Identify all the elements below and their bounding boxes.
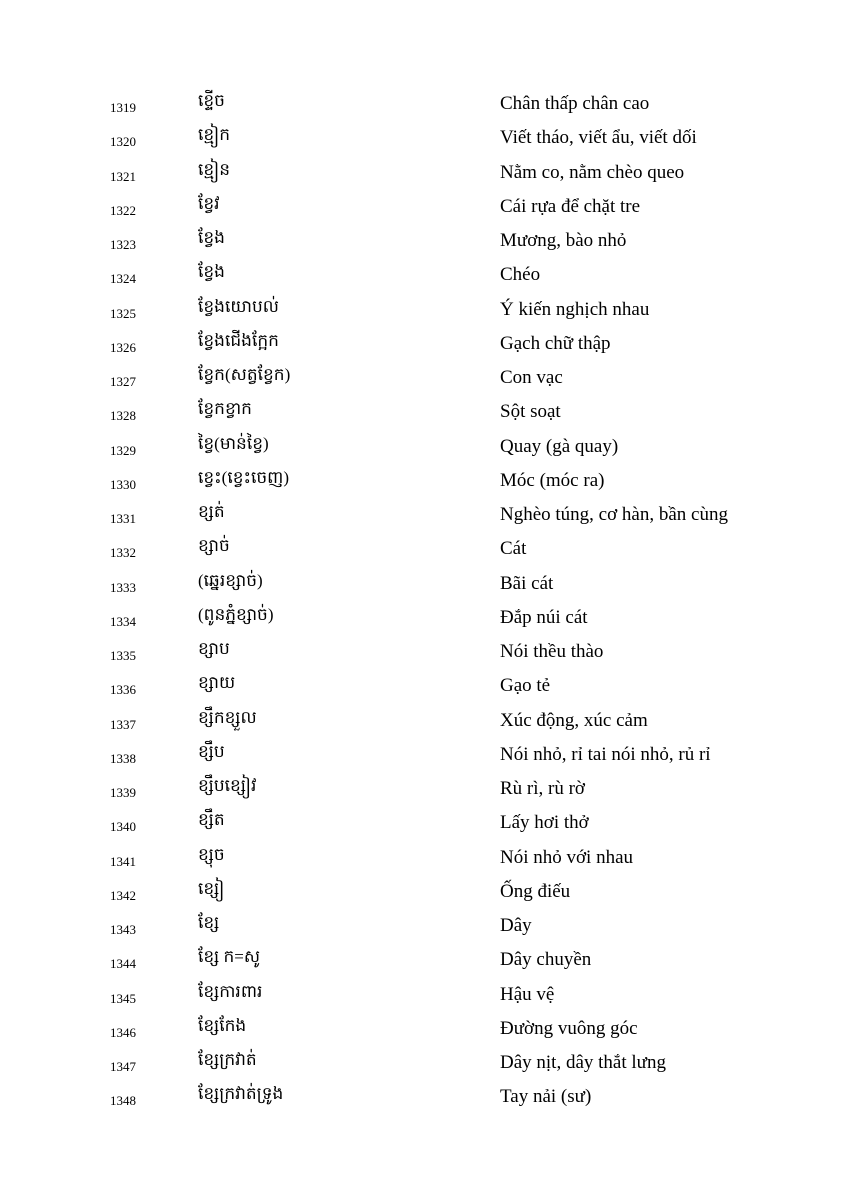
entry-number: 1328 [110,408,136,424]
dictionary-entry [0,497,848,531]
entry-khmer-term: (ឆ្នេរខ្សាច់) [198,570,263,590]
entry-number: 1331 [110,511,136,526]
entry-khmer-term: (ពូនភ្នំខ្សាច់) [198,604,274,624]
entry-number: 1337 [110,716,136,732]
entry-number: 1345 [110,990,136,1006]
dictionary-entry [0,771,848,805]
dictionary-entry [0,463,848,497]
entry-vietnamese-meaning: Con vạc [500,367,563,388]
entry-vietnamese-meaning: Chân thấp chân cao [500,93,650,114]
entry-khmer-term: ខ្មៀន [198,159,231,179]
entry-number: 1321 [110,168,136,184]
entry-khmer-term: ខ្សឹបខ្សៀវ [198,776,257,795]
dictionary-entry [0,257,848,291]
dictionary-entry [0,840,848,874]
entry-khmer-term: ខ្សែក្រវាត់ទ្រូង [198,1084,284,1104]
dictionary-entry [0,668,848,702]
entry-number: 1347 [110,1059,136,1074]
entry-khmer-term: ខ្វែវ [198,193,220,213]
entry-number: 1327 [110,374,136,389]
entry-number: 1332 [110,545,136,561]
dictionary-entry [0,737,848,771]
entry-number: 1340 [110,819,136,835]
entry-number: 1319 [110,100,136,115]
entry-number: 1329 [110,442,136,458]
entry-khmer-term: ខ្សាយ [198,673,236,693]
entry-vietnamese-meaning: Cái rựa để chặt tre [500,195,641,217]
dictionary-entry [0,942,848,976]
entry-number: 1323 [110,237,136,252]
entry-khmer-term: ខ្សែកែង [198,1015,247,1035]
entry-khmer-term: ខ្វែងជើងក្អែក [198,330,279,350]
entry-vietnamese-meaning: Rù rì, rù rờ [500,778,585,799]
dictionary-entry [0,908,848,942]
entry-vietnamese-meaning: Sột soạt [500,401,561,423]
entry-vietnamese-meaning: Dây nịt, dây thắt lưng [500,1052,666,1073]
entry-khmer-term: ខ្វែក(សត្វខ្វែក) [198,365,291,384]
entry-khmer-term: ខ្វែងយោបល់ [198,296,279,316]
dictionary-entry [0,429,848,463]
entry-vietnamese-meaning: Ý kiến nghịch nhau [500,298,650,320]
entry-vietnamese-meaning: Hậu vệ [500,983,555,1005]
entry-vietnamese-meaning: Quay (gà quay) [500,435,619,457]
entry-khmer-term: ខ្សុច [198,844,225,864]
entry-number: 1336 [110,682,136,698]
entry-number: 1344 [110,956,136,972]
entry-number: 1320 [110,134,136,150]
dictionary-entry [0,1045,848,1079]
entry-vietnamese-meaning: Gạch chữ thập [500,332,611,354]
entry-number: 1334 [110,613,136,629]
entry-khmer-term: ខ្ទើច [198,91,225,110]
entry-number: 1341 [110,853,136,869]
entry-vietnamese-meaning: Bãi cát [500,572,554,594]
entry-vietnamese-meaning: Mương, bào nhỏ [500,230,627,251]
entry-khmer-term: ខ្សឹប [198,741,225,761]
dictionary-entry [0,805,848,839]
entry-vietnamese-meaning: Dây [500,915,532,936]
dictionary-entry [0,326,848,360]
entry-khmer-term: ខ្សត់ [198,502,225,521]
entry-number: 1325 [110,305,136,321]
dictionary-entry [0,531,848,565]
entry-khmer-term: ខ្វែកខ្វាក [198,399,252,419]
entry-khmer-term: ខ្សៀ [198,878,225,898]
entry-number: 1339 [110,785,136,800]
dictionary-entry [0,360,848,394]
dictionary-entry [0,634,848,668]
dictionary-entry [0,120,848,154]
entry-list [0,86,848,1114]
entry-number: 1322 [110,202,136,218]
entry-vietnamese-meaning: Nói nhỏ, rỉ tai nói nhỏ, rủ rỉ [500,743,711,765]
entry-khmer-term: ខ្វៃ(មាន់ខ្វៃ) [198,433,269,453]
entry-vietnamese-meaning: Chéo [500,264,541,286]
entry-vietnamese-meaning: Lấy hơi thở [500,812,589,834]
dictionary-entry [0,394,848,428]
entry-khmer-term: ខ្វែង [198,262,225,282]
entry-vietnamese-meaning: Nói thều thào [500,641,604,662]
entry-vietnamese-meaning: Cát [500,538,527,560]
entry-vietnamese-meaning: Xúc động, xúc cảm [500,709,648,731]
entry-number: 1346 [110,1024,136,1040]
entry-vietnamese-meaning: Đường vuông góc [500,1017,638,1039]
entry-vietnamese-meaning: Nói nhỏ với nhau [500,846,634,868]
entry-khmer-term: ខ្វែង [198,228,225,247]
dictionary-entry [0,1011,848,1045]
entry-number: 1338 [110,750,136,766]
entry-khmer-term: ខ្សាច់ [198,536,230,556]
entry-number: 1326 [110,339,136,355]
entry-vietnamese-meaning: Tay nải (sư) [500,1086,592,1108]
entry-khmer-term: ខ្មៀក [198,125,231,145]
entry-khmer-term: ខ្សែការពារ [198,981,263,1001]
entry-vietnamese-meaning: Gạo tẻ [500,675,551,697]
dictionary-entry [0,223,848,257]
entry-khmer-term: ខ្សឹត [198,810,225,830]
entry-khmer-term: ខ្សែ [198,913,220,932]
dictionary-entry [0,600,848,634]
entry-vietnamese-meaning: Viết tháo, viết ẩu, viết dối [500,127,697,149]
entry-khmer-term: ខ្សែក្រវាត់ [198,1050,257,1069]
entry-khmer-term: ខ្សឹកខ្សួល [198,707,257,727]
dictionary-entry [0,703,848,737]
dictionary-entry [0,977,848,1011]
dictionary-entry [0,86,848,120]
entry-vietnamese-meaning: Móc (móc ra) [500,469,605,491]
dictionary-entry [0,566,848,600]
entry-number: 1330 [110,476,136,492]
dictionary-entry [0,1079,848,1113]
dictionary-entry [0,155,848,189]
dictionary-entry [0,874,848,908]
entry-khmer-term: ខ្សាប [198,639,230,658]
dictionary-entry [0,189,848,223]
entry-khmer-term: ខ្វេះ(ខ្វេះចេញ) [198,467,290,487]
entry-vietnamese-meaning: Dây chuyền [500,949,592,971]
entry-vietnamese-meaning: Đắp núi cát [500,606,588,628]
entry-number: 1324 [110,271,136,287]
entry-number: 1333 [110,579,136,595]
entry-number: 1343 [110,922,136,937]
entry-number: 1342 [110,887,136,903]
entry-number: 1348 [110,1093,136,1109]
entry-vietnamese-meaning: Nghèo túng, cơ hàn, bần cùng [500,504,728,525]
entry-number: 1335 [110,648,136,663]
entry-khmer-term: ខ្សែ ក=សូ [198,947,261,967]
dictionary-entry [0,292,848,326]
entry-vietnamese-meaning: Nằm co, nằm chèo queo [500,161,685,183]
entry-vietnamese-meaning: Ống điếu [500,880,571,902]
